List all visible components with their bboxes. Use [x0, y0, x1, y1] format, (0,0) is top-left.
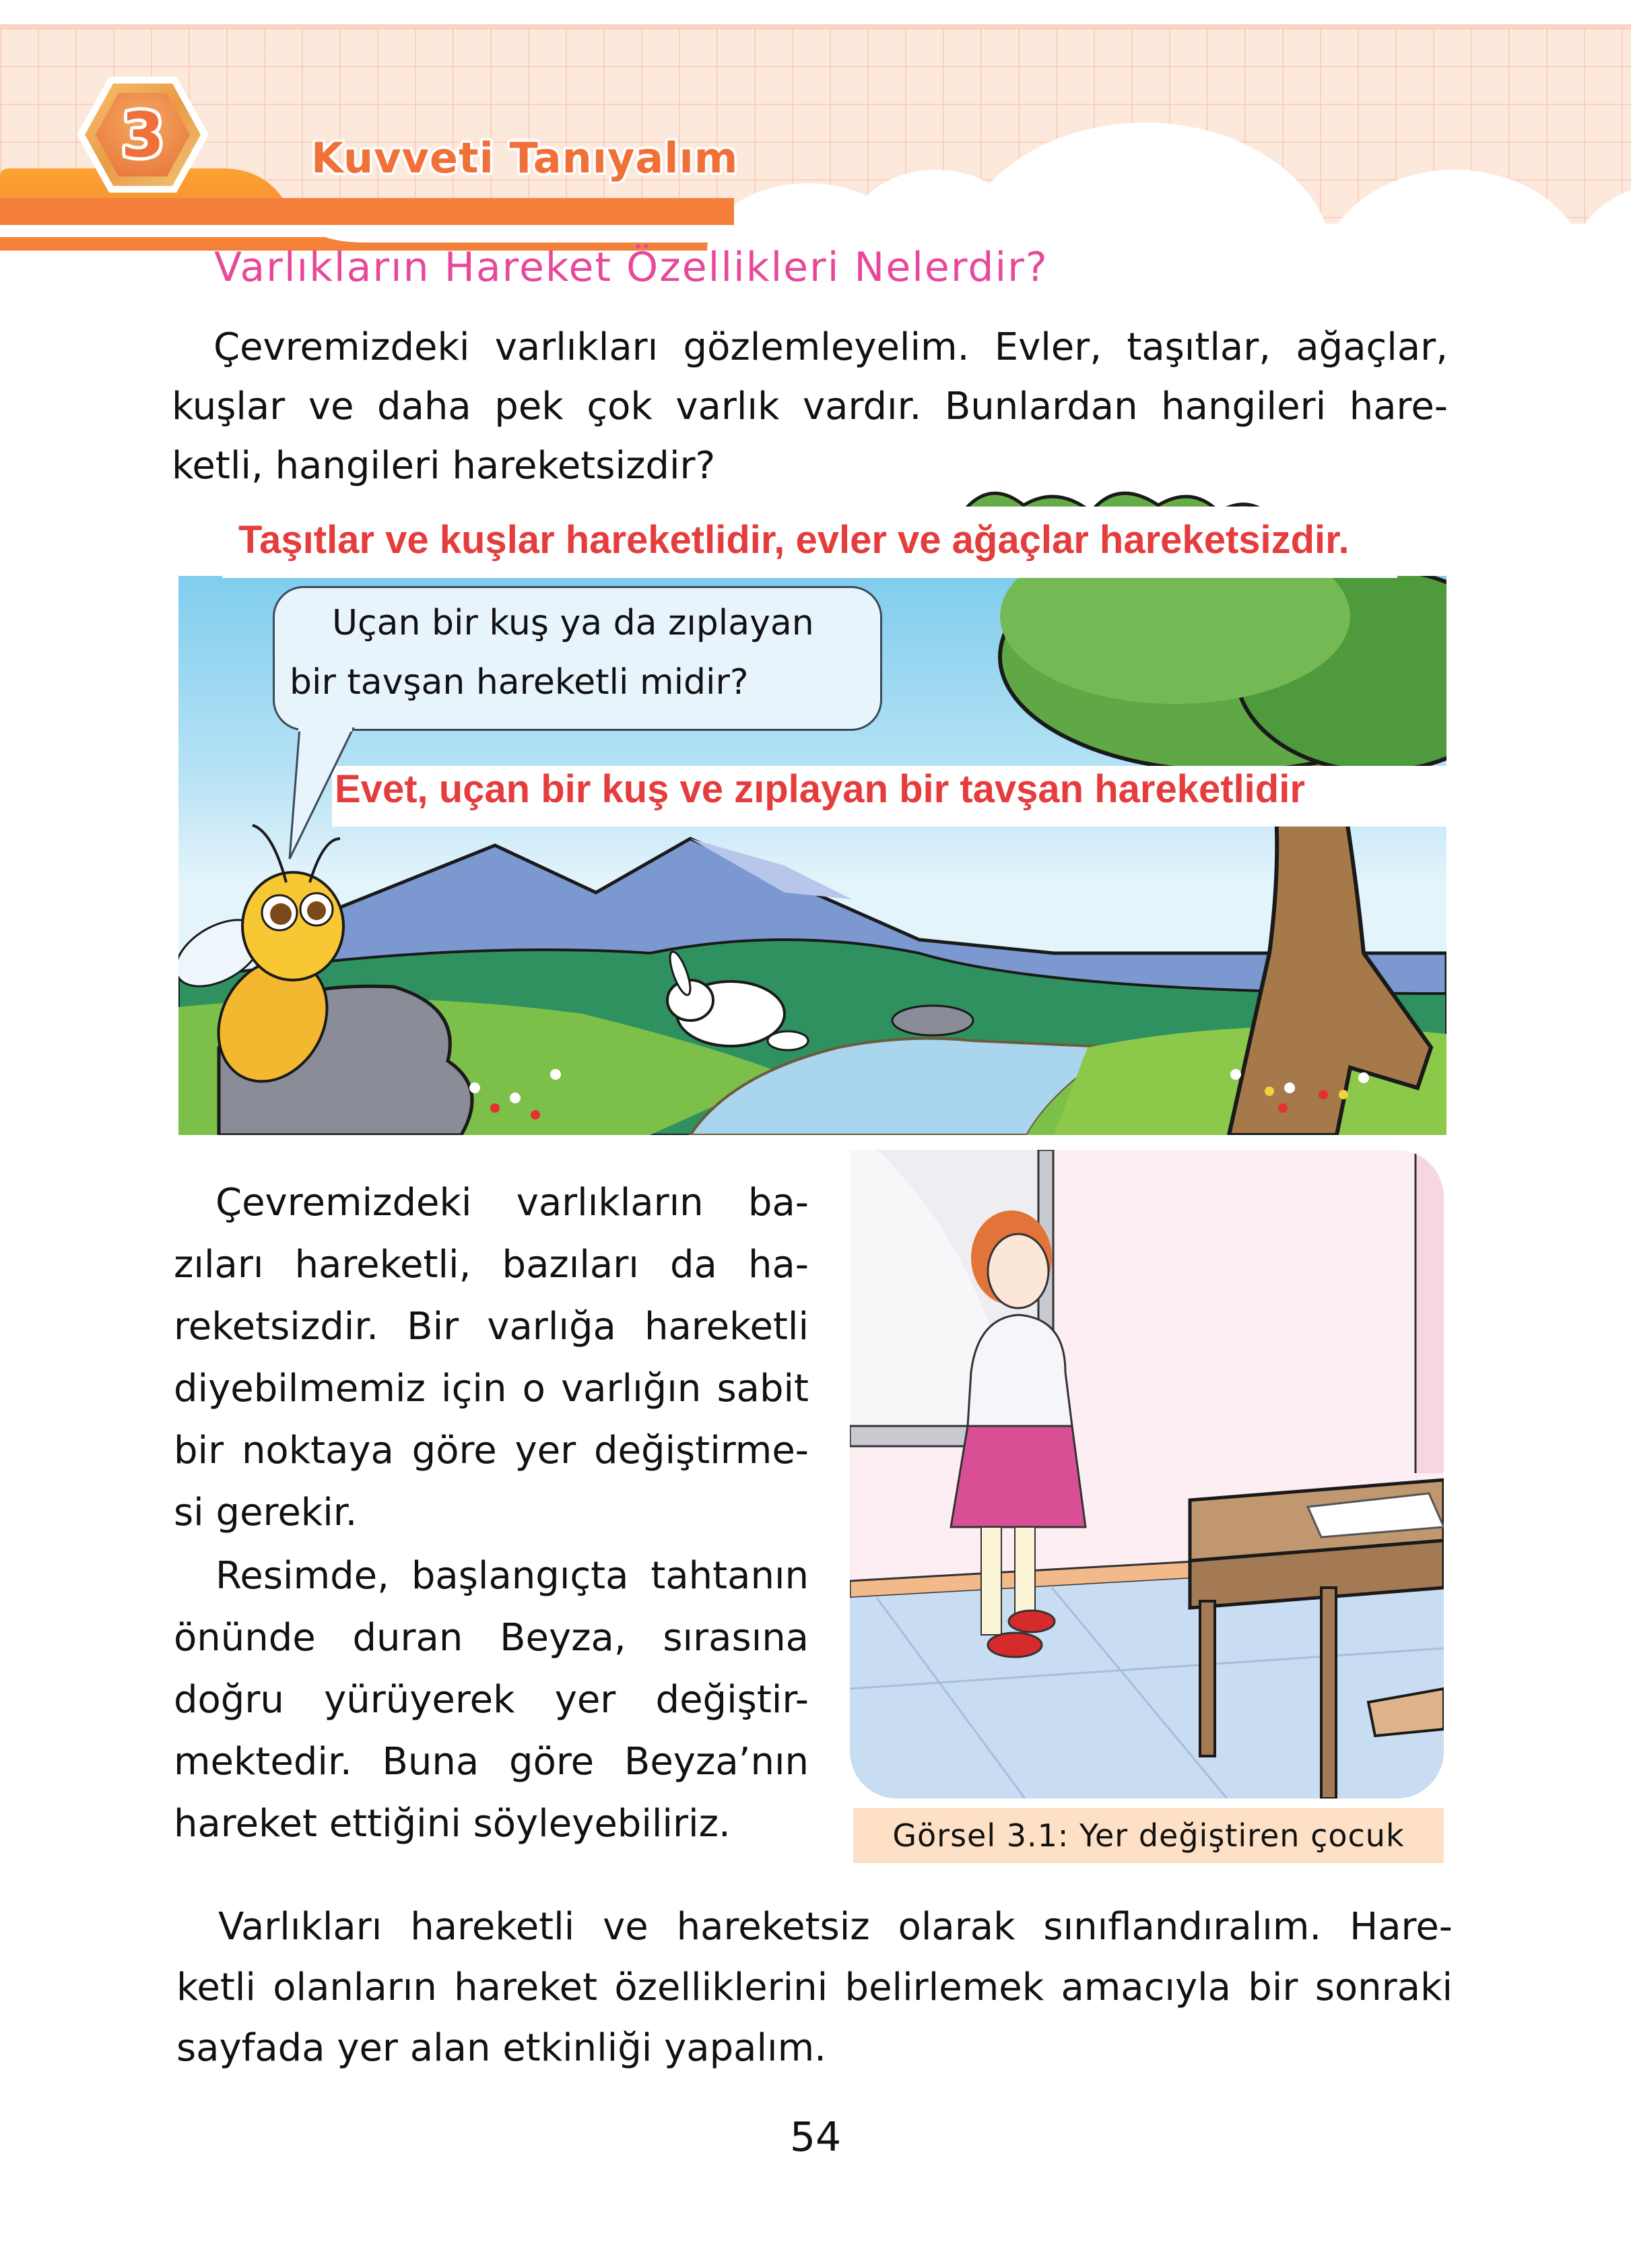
speech-bubble	[273, 586, 882, 731]
paragraph-line: Resimde, başlangıçta tahtanın	[215, 1554, 809, 1598]
paragraph-line: zıları hareketli, bazıları da ha-	[174, 1243, 809, 1287]
paragraph-line: kuşlar ve daha pek çok varlık vardır. Bunlardan hangileri hare-	[172, 385, 1448, 428]
intro-paragraph	[172, 318, 1448, 496]
answer-text-2: Evet, uçan bir kuş ve zıplayan bir tavşan hareketlidir	[335, 767, 1305, 811]
speech-bubble-line: Uçan bir kuş ya da zıplayan	[332, 603, 814, 643]
cloud-decoration	[1569, 183, 1631, 358]
paragraph-line: hareket ettiğini söyleyebiliriz.	[174, 1802, 731, 1846]
paragraph-line: diyebilmemiz için o varlığın sabit	[174, 1367, 809, 1411]
paragraph-line: sayfada yer alan etkinliği yapalım.	[176, 2026, 826, 2070]
chapter-header-banner	[0, 24, 1631, 226]
page-number: 54	[789, 2114, 842, 2161]
paragraph-line: Varlıkları hareketli ve hareketsiz olarak sınıflandıralım. Hare-	[218, 1905, 1453, 1949]
paragraph-line: bir noktaya göre yer değiştirme-	[174, 1429, 809, 1472]
orange-band	[0, 198, 734, 225]
body-paragraph-1	[174, 1172, 809, 1544]
chapter-title: Kuvveti Tanıyalım	[311, 133, 739, 183]
paragraph-line: ketli olanların hareket özelliklerini belirlemek amacıyla bir sonraki	[176, 1966, 1453, 2009]
paragraph-line: önünde duran Beyza, sırasına	[174, 1616, 809, 1660]
speech-bubble-text	[275, 593, 867, 712]
figure-caption: Görsel 3.1: Yer değiştiren çocuk	[892, 1817, 1405, 1854]
paragraph-line: reketsizdir. Bir varlığa hareketli	[174, 1305, 809, 1349]
answer-overlay-1	[222, 507, 1397, 578]
paragraph-line: ketli, hangileri hareketsizdir?	[172, 444, 716, 488]
section-heading: Varlıkların Hareket Özellikleri Nelerdir?	[214, 244, 1048, 291]
answer-text-1: Taşıtlar ve kuşlar hareketlidir, evler ve ağaçlar hareketsizdir.	[238, 518, 1350, 562]
girl-walking-illustration	[850, 1150, 1444, 1799]
paragraph-line: mektedir. Buna göre Beyza’nın	[174, 1740, 809, 1784]
paragraph-line: Çevremizdeki varlıkları gözlemleyelim. Evler, taşıtlar, ağaçlar,	[213, 325, 1448, 369]
classroom-figure	[850, 1150, 1444, 1799]
speech-bubble-tail-icon	[286, 727, 360, 862]
header-bottom-edge	[0, 224, 1631, 237]
speech-bubble-line: bir tavşan hareketli midir?	[290, 662, 749, 703]
paragraph-line: si gerekir.	[174, 1491, 358, 1534]
figure-caption-bar	[853, 1808, 1444, 1863]
closing-paragraph	[176, 1897, 1453, 2079]
paragraph-line: Çevremizdeki varlıkların ba-	[215, 1181, 809, 1225]
answer-overlay-2	[332, 766, 1446, 827]
paragraph-line: doğru yürüyerek yer değiştir-	[174, 1678, 809, 1722]
body-paragraph-2	[174, 1545, 809, 1855]
chapter-number: 3	[121, 98, 164, 171]
